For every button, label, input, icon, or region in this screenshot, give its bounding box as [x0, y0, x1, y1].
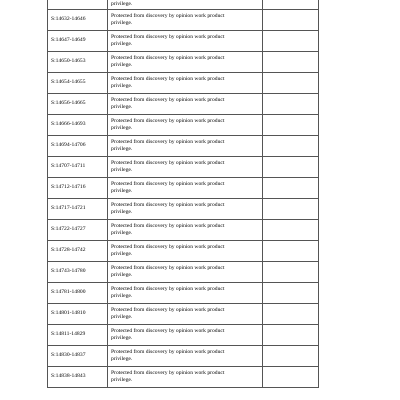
- description-text-continued: privilege.: [111, 1, 133, 7]
- table-row: [48, 346, 319, 367]
- bates-cell: S:14722-14727: [48, 220, 108, 241]
- description-line-2: privilege.: [111, 166, 133, 173]
- bates-cell: S:14811-14829: [48, 325, 108, 346]
- bates-cell: S:14801-14810: [48, 304, 108, 325]
- blank-cell: [263, 325, 319, 346]
- description-line-1: Protected from discovery by opinion work product: [111, 34, 225, 40]
- description-cell: [108, 262, 263, 283]
- blank-cell: [263, 136, 319, 157]
- description-line-2: privilege.: [111, 61, 133, 68]
- description-line-2: privilege.: [111, 292, 133, 299]
- table-row: [48, 283, 319, 304]
- bates-cell: [48, 0, 108, 10]
- table-row: [48, 220, 319, 241]
- description-line-2: privilege.: [111, 82, 133, 89]
- description-cell: [108, 94, 263, 115]
- description-line-1: Protected from discovery by opinion work product: [111, 181, 225, 187]
- description-cell: [108, 52, 263, 73]
- description-cell: [108, 325, 263, 346]
- description-cell: [108, 346, 263, 367]
- description-cell: [108, 31, 263, 52]
- description-cell: [108, 136, 263, 157]
- bates-cell: S:14694-14706: [48, 136, 108, 157]
- description-cell: [108, 73, 263, 94]
- blank-cell: [263, 115, 319, 136]
- description-line-1: Protected from discovery by opinion work product: [111, 349, 225, 355]
- blank-cell: [263, 178, 319, 199]
- blank-cell: [263, 346, 319, 367]
- description-cell: [108, 157, 263, 178]
- description-line-1: Protected from discovery by opinion work product: [111, 97, 225, 103]
- table-row: [48, 94, 319, 115]
- blank-cell: [263, 52, 319, 73]
- table-row: [48, 178, 319, 199]
- description-cell: [108, 199, 263, 220]
- privilege-log-table: [47, 0, 319, 388]
- blank-cell: [263, 94, 319, 115]
- description-line-1: Protected from discovery by opinion work product: [111, 265, 225, 271]
- blank-cell: [263, 241, 319, 262]
- blank-cell: [263, 304, 319, 325]
- blank-cell: [263, 283, 319, 304]
- bates-cell: S:14707-14711: [48, 157, 108, 178]
- bates-cell: S:14656-14665: [48, 94, 108, 115]
- description-line-1: Protected from discovery by opinion work product: [111, 328, 225, 334]
- description-cell: [108, 304, 263, 325]
- description-line-1: Protected from discovery by opinion work product: [111, 286, 225, 292]
- description-line-1: Protected from discovery by opinion work product: [111, 370, 225, 376]
- description-cell: [108, 10, 263, 31]
- blank-cell: [263, 157, 319, 178]
- bates-cell: S:14712-14716: [48, 178, 108, 199]
- bates-cell: S:14632-14646: [48, 10, 108, 31]
- description-cell: [108, 115, 263, 136]
- description-line-2: privilege.: [111, 271, 133, 278]
- bates-cell: S:14838-14843: [48, 367, 108, 388]
- description-line-2: privilege.: [111, 19, 133, 26]
- description-line-1: Protected from discovery by opinion work product: [111, 202, 225, 208]
- description-cell: [108, 241, 263, 262]
- description-cell: [108, 220, 263, 241]
- blank-cell: [263, 0, 319, 10]
- blank-cell: [263, 220, 319, 241]
- blank-cell: [263, 367, 319, 388]
- table-row: [48, 52, 319, 73]
- table-row: [48, 115, 319, 136]
- description-line-1: Protected from discovery by opinion work product: [111, 307, 225, 313]
- description-line-2: privilege.: [111, 355, 133, 362]
- bates-cell: S:14650-14653: [48, 52, 108, 73]
- bates-cell: S:14654-14655: [48, 73, 108, 94]
- description-line-2: privilege.: [111, 334, 133, 341]
- blank-cell: [263, 10, 319, 31]
- blank-cell: [263, 31, 319, 52]
- bates-cell: S:14717-14721: [48, 199, 108, 220]
- description-line-2: privilege.: [111, 313, 133, 320]
- bates-cell: S:14830-14837: [48, 346, 108, 367]
- description-line-1: Protected from discovery by opinion work product: [111, 244, 225, 250]
- privilege-log-body: [48, 0, 319, 388]
- description-line-2: privilege.: [111, 187, 133, 194]
- description-line-2: privilege.: [111, 103, 133, 110]
- bates-cell: S:14666-14693: [48, 115, 108, 136]
- description-line-1: Protected from discovery by opinion work product: [111, 223, 225, 229]
- description-cell: [108, 367, 263, 388]
- bates-cell: S:14781-14800: [48, 283, 108, 304]
- description-line-1: Protected from discovery by opinion work product: [111, 160, 225, 166]
- table-row: [48, 157, 319, 178]
- table-row: [48, 262, 319, 283]
- table-row: [48, 325, 319, 346]
- description-line-2: privilege.: [111, 376, 133, 383]
- blank-cell: [263, 199, 319, 220]
- description-line-2: privilege.: [111, 124, 133, 131]
- description-line-2: privilege.: [111, 229, 133, 236]
- blank-cell: [263, 262, 319, 283]
- table-row: [48, 31, 319, 52]
- description-line-1: Protected from discovery by opinion work product: [111, 118, 225, 124]
- bates-cell: S:14647-14649: [48, 31, 108, 52]
- blank-cell: [263, 73, 319, 94]
- table-row: [48, 73, 319, 94]
- description-line-1: Protected from discovery by opinion work product: [111, 139, 225, 145]
- table-row: [48, 10, 319, 31]
- table-row-continued: [48, 0, 319, 10]
- description-cell: [108, 0, 263, 10]
- bates-cell: S:14728-14742: [48, 241, 108, 262]
- table-row: [48, 241, 319, 262]
- table-row: [48, 136, 319, 157]
- table-row: [48, 304, 319, 325]
- description-line-2: privilege.: [111, 145, 133, 152]
- description-line-2: privilege.: [111, 208, 133, 215]
- description-line-1: Protected from discovery by opinion work product: [111, 13, 225, 19]
- table-row: [48, 199, 319, 220]
- description-line-2: privilege.: [111, 250, 133, 257]
- description-line-1: Protected from discovery by opinion work product: [111, 55, 225, 61]
- description-line-1: Protected from discovery by opinion work product: [111, 76, 225, 82]
- description-cell: [108, 283, 263, 304]
- bates-cell: S:14743-14780: [48, 262, 108, 283]
- description-cell: [108, 178, 263, 199]
- description-line-2: privilege.: [111, 40, 133, 47]
- table-row: [48, 367, 319, 388]
